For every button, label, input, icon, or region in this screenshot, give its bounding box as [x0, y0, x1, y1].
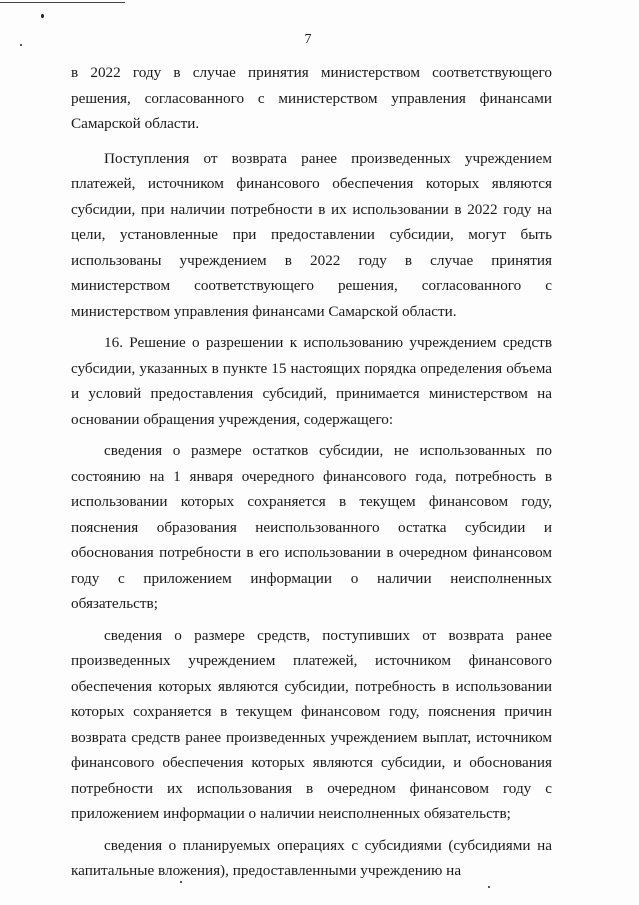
paragraph-item-16: 16. Решение о разрешении к использованию учреждением средств субсидии, указанных в пункте 15 настоящих порядка определения объема и условий предоставления субсидий, принимается министерством на основании обращения учреждения, содержащего: [71, 334, 552, 428]
scan-edge-line [0, 2, 125, 3]
scan-speck [41, 14, 44, 18]
paragraph-continuation: в 2022 году в случае принятия министерством соответствующего решения, согласованного с министерством управления финансами Самарской области. [71, 64, 552, 132]
scan-speck [488, 886, 490, 888]
paragraph-returns: Поступления от возврата ранее произведенных учреждением платежей, источником финансового обеспечения которых являются субсидии, при наличии потребности в их использовании в 2022 году на цели, установленные при предоставлении субсидии, могут быть использованы учреждением в 2022 году в случае принятия министерством соответствующего решения, согласованного с министерством управления финансами Самарской области. [71, 149, 552, 320]
paragraph-returned-funds-info: сведения о размере средств, поступивших от возврата ранее произведенных учреждением платежей, источником финансового обеспечения которых являются субсидии, потребность в использовании которых сохраняется в текущем финансовом году, пояснения причин возврата средств ранее произведенных учреждением выплат, источником финансового обеспечения которых являются субсидии, и обоснования потребности их использования в очередном финансовом году с приложением информации о наличии неисполненных обязательств; [71, 626, 552, 822]
paragraph-remainders-info: сведения о размере остатков субсидии, не использованных по состоянию на 1 января очередного финансового года, потребность в использовании которых сохраняется в текущем финансовом году, пояснения образования неиспользованного остатка субсидии и обоснования потребности в его использовании в очередном финансовом году с приложением информации о наличии неисполненных обязательств; [71, 442, 552, 612]
page-number: 7 [304, 32, 312, 47]
paragraph-planned-operations: сведения о планируемых операциях с субсидиями (субсидиями на капитальные вложения), предоставленными учреждению на [71, 836, 552, 879]
document-body [71, 60, 552, 884]
